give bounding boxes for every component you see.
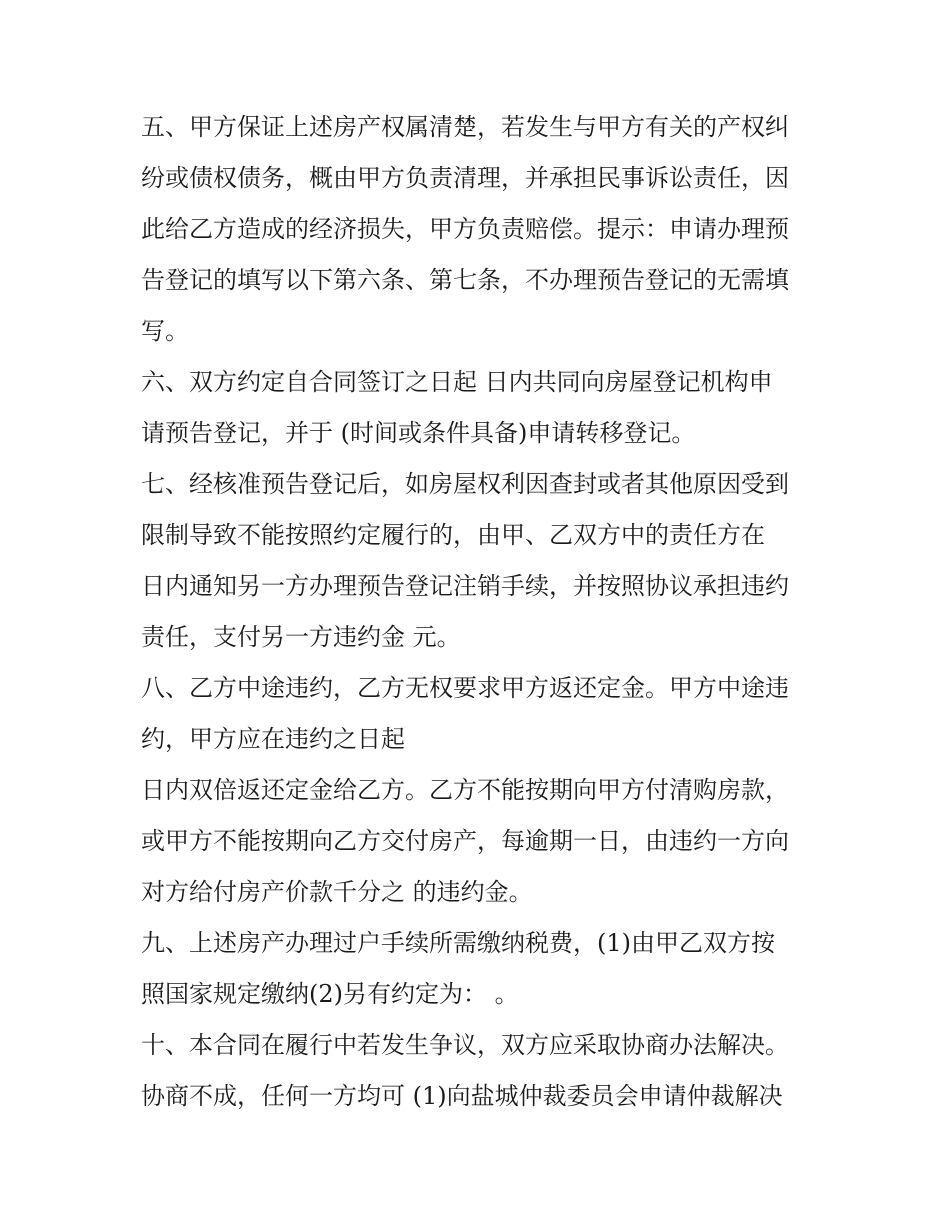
text-line: 日内通知另一方办理预告登记注销手续，并按照协议承担违约 — [141, 572, 789, 600]
text-line: 协商不成，任何一方均可 (1)向盐城仲裁委员会申请仲裁解决 — [141, 1082, 783, 1110]
text-line: 对方给付房产价款千分之 的违约金。 — [141, 878, 533, 906]
text-line: 约，甲方应在违约之日起 — [141, 725, 405, 753]
text-line: 或甲方不能按期向乙方交付房产，每逾期一日，由违约一方向 — [141, 827, 789, 855]
text-line: 请预告登记，并于 (时间或条件具备)申请转移登记。 — [141, 419, 696, 447]
text-line: 责任，支付另一方违约金 元。 — [141, 623, 461, 651]
text-line: 此给乙方造成的经济损失，甲方负责赔偿。提示：申请办理预 — [141, 215, 789, 243]
contract-body-text — [141, 102, 831, 1122]
text-line: 七、经核准预告登记后，如房屋权利因查封或者其他原因受到 — [141, 470, 789, 498]
text-line: 九、上述房产办理过户手续所需缴纳税费，(1)由甲乙双方按 — [141, 929, 775, 957]
text-line: 十、本合同在履行中若发生争议，双方应采取协商办法解决。 — [141, 1031, 789, 1059]
text-line: 写。 — [141, 317, 189, 345]
text-line: 五、甲方保证上述房产权属清楚，若发生与甲方有关的产权纠 — [141, 113, 789, 141]
text-line: 照国家规定缴纳(2)另有约定为： 。 — [141, 980, 519, 1008]
text-line: 八、乙方中途违约，乙方无权要求甲方返还定金。甲方中途违 — [141, 674, 789, 702]
text-line: 日内双倍返还定金给乙方。乙方不能按期向甲方付清购房款， — [141, 776, 789, 804]
text-line: 纷或债权债务，概由甲方负责清理，并承担民事诉讼责任，因 — [141, 164, 789, 192]
text-line: 告登记的填写以下第六条、第七条，不办理预告登记的无需填 — [141, 266, 789, 294]
text-line: 六、双方约定自合同签订之日起 日内共同向房屋登记机构申 — [141, 368, 773, 396]
text-line: 限制导致不能按照约定履行的，由甲、乙双方中的责任方在 — [141, 521, 765, 549]
